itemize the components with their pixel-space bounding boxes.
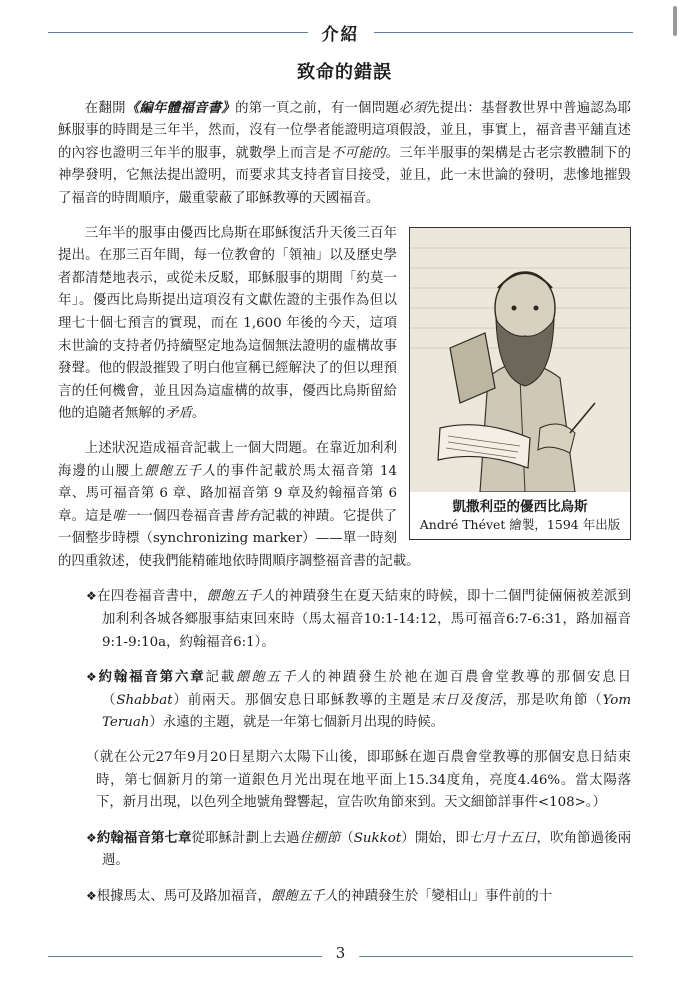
caption-credit: André Thévet 繪製，1594 年出版 (419, 516, 621, 532)
bullet-item-3 (86, 827, 631, 873)
portrait-figure (409, 227, 631, 540)
bold-label: 約翰福音第六章 (98, 669, 206, 686)
text: 上述狀況造成福音記載上一個大問題。在靠近加利利海邊的山腰上 (58, 440, 397, 479)
term-shabbat: Shabbat (116, 692, 173, 708)
article-heading: 致命的錯誤 (297, 62, 392, 83)
bullet-diamond-icon: ❖ (86, 830, 97, 845)
emphasis-only: 唯一 (112, 508, 140, 524)
text: ，那是吹角節（ (502, 692, 603, 708)
emphasis-all: 皆有 (234, 508, 262, 524)
text: 一個四卷福音書 (139, 508, 235, 524)
bullet-diamond-icon: ❖ (86, 589, 98, 604)
page-footer (48, 944, 633, 968)
text: ）前兩天。那個安息日耶穌教導的主題是 (172, 692, 431, 708)
text: 三年半的服事由優西比烏斯在耶穌復活升天後三百年提出。在那三百年間，每一位教會的「領袖」以及歷史學者都清楚地表示，或從未反駁，耶穌服事的期間「約莫一年」。優西比烏斯提出這項沒有文獻佐證的主張作為但以理七十個七預言的實現，而在 1,600 年後的今天，這項末世論的支持者仍持續堅定地為這個無法證明的虛構故事發聲。他的假設摧毀了明白他宣稱已經解決了的但以理預言的任何機會，並且因為這虛構的故事，優西比烏斯留給他的追隨者無解的 (58, 225, 397, 422)
text: 從耶穌計劃上去過 (191, 830, 300, 846)
bold-label: 約翰福音第七章 (96, 829, 192, 846)
term-yom-teruah: Yom Teruah (102, 692, 632, 731)
bullet-diamond-icon: ❖ (86, 670, 99, 685)
text: 在四卷福音書中， (97, 589, 207, 605)
page-header (48, 16, 633, 48)
text: 記載 (205, 670, 237, 686)
text: 在翻開 (84, 100, 126, 116)
figure-caption (410, 492, 630, 539)
bullet-diamond-icon: ❖ (86, 889, 97, 903)
emphasis-date: 七月十五日 (468, 830, 537, 846)
text: 先提出：基督教世界中普遍認為耶穌服事的時間是三年半，然而，沒有一位學者能證明這項假設，並且，事實上，福音書平舖直述的內容也證明三年半的服事，就數學上而言是 (58, 100, 632, 161)
text: 。 (191, 406, 206, 422)
caption-title: 凱撒利亞的優西比烏斯 (452, 498, 588, 515)
emphasis-feeding: 餵飽五千人 (270, 889, 338, 904)
emphasis-contradiction: 矛盾 (165, 406, 192, 422)
eusebius-portrait (410, 228, 630, 492)
bullet-item-1 (86, 585, 631, 654)
emphasis-impossible: 不可能的 (330, 145, 386, 161)
page-number: 3 (322, 944, 360, 962)
text: 根據馬太、馬可及路加福音， (96, 889, 271, 904)
text: ）永遠的主題，就是一年第七個新月出現的時候。 (149, 715, 445, 731)
emphasis-feeding: 餵飽五千人 (206, 589, 276, 605)
text: 的第一頁之前，有一個問題 (235, 100, 400, 116)
text: 的事件記載於馬太福音第 14 章、馬可福音第 6 章、路加福音第 9 章及約翰福音第 6 章。這是 (58, 463, 398, 524)
emphasis-endtimes: 末日及復活 (430, 692, 503, 708)
text: （ (340, 830, 354, 846)
bullet-item-2 (86, 666, 631, 735)
text: 。三年半服事的架構是古老宗教體制下的神學發明，它無法提出證明，而要求其支持者盲目接受，並且，此一末世論的發明，悲慘地摧毀了福音的時間順序，嚴重蒙蔽了耶穌教導的天國福音。 (58, 145, 632, 206)
text: ，吹角節過後兩週。 (102, 830, 632, 869)
section-title: 介紹 (308, 20, 374, 45)
bullet-item-4 (86, 885, 631, 909)
paragraph-1 (58, 97, 631, 211)
text: 的神蹟發生在夏天結束的時候，即十二個門徒倆倆被差派到加利利各城各鄉服事結束回來時（馬太福音10:1-14:12，馬可福音6:7-6:31，路加福音9:1-9:10a，約翰福音6:1）。 (102, 589, 632, 650)
emphasis-feeding: 餵飽五千人 (236, 670, 313, 686)
text: 記載的神蹟。它提供了一個整步時標（synchronizing marker）——單一時刻的四重敘述，使我們能精確地依時間順序調整福音書的記載。 (58, 508, 420, 569)
text: ）開始，即 (401, 830, 469, 846)
book-title: 《編年體福音書》 (125, 99, 236, 116)
emphasis-feeding: 餵飽五千人 (144, 463, 217, 479)
text: 的神蹟發生於祂在迦百農會堂教導的那個安息日（ (102, 670, 632, 708)
astronomy-note: （就在公元27年9月20日星期六太陽下山後，即耶穌在迦百農會堂教導的那個安息日結束時，第七個新月的第一道銀色月光出現在地平面上15.34度角，亮度4.46%。當太陽落下，新月出現，以色列全地號角聲響起，宣告吹角節來到。天文細節詳事件<108>。） (86, 750, 631, 811)
term-sukkot: Sukkot (353, 830, 402, 846)
text: 的神蹟發生於「變相山」事件前的十 (337, 889, 553, 904)
emphasis-sukkot: 住棚節 (299, 830, 341, 846)
article-body (58, 62, 631, 921)
scrollbar[interactable] (673, 6, 677, 36)
emphasis-must: 必須 (399, 100, 427, 116)
